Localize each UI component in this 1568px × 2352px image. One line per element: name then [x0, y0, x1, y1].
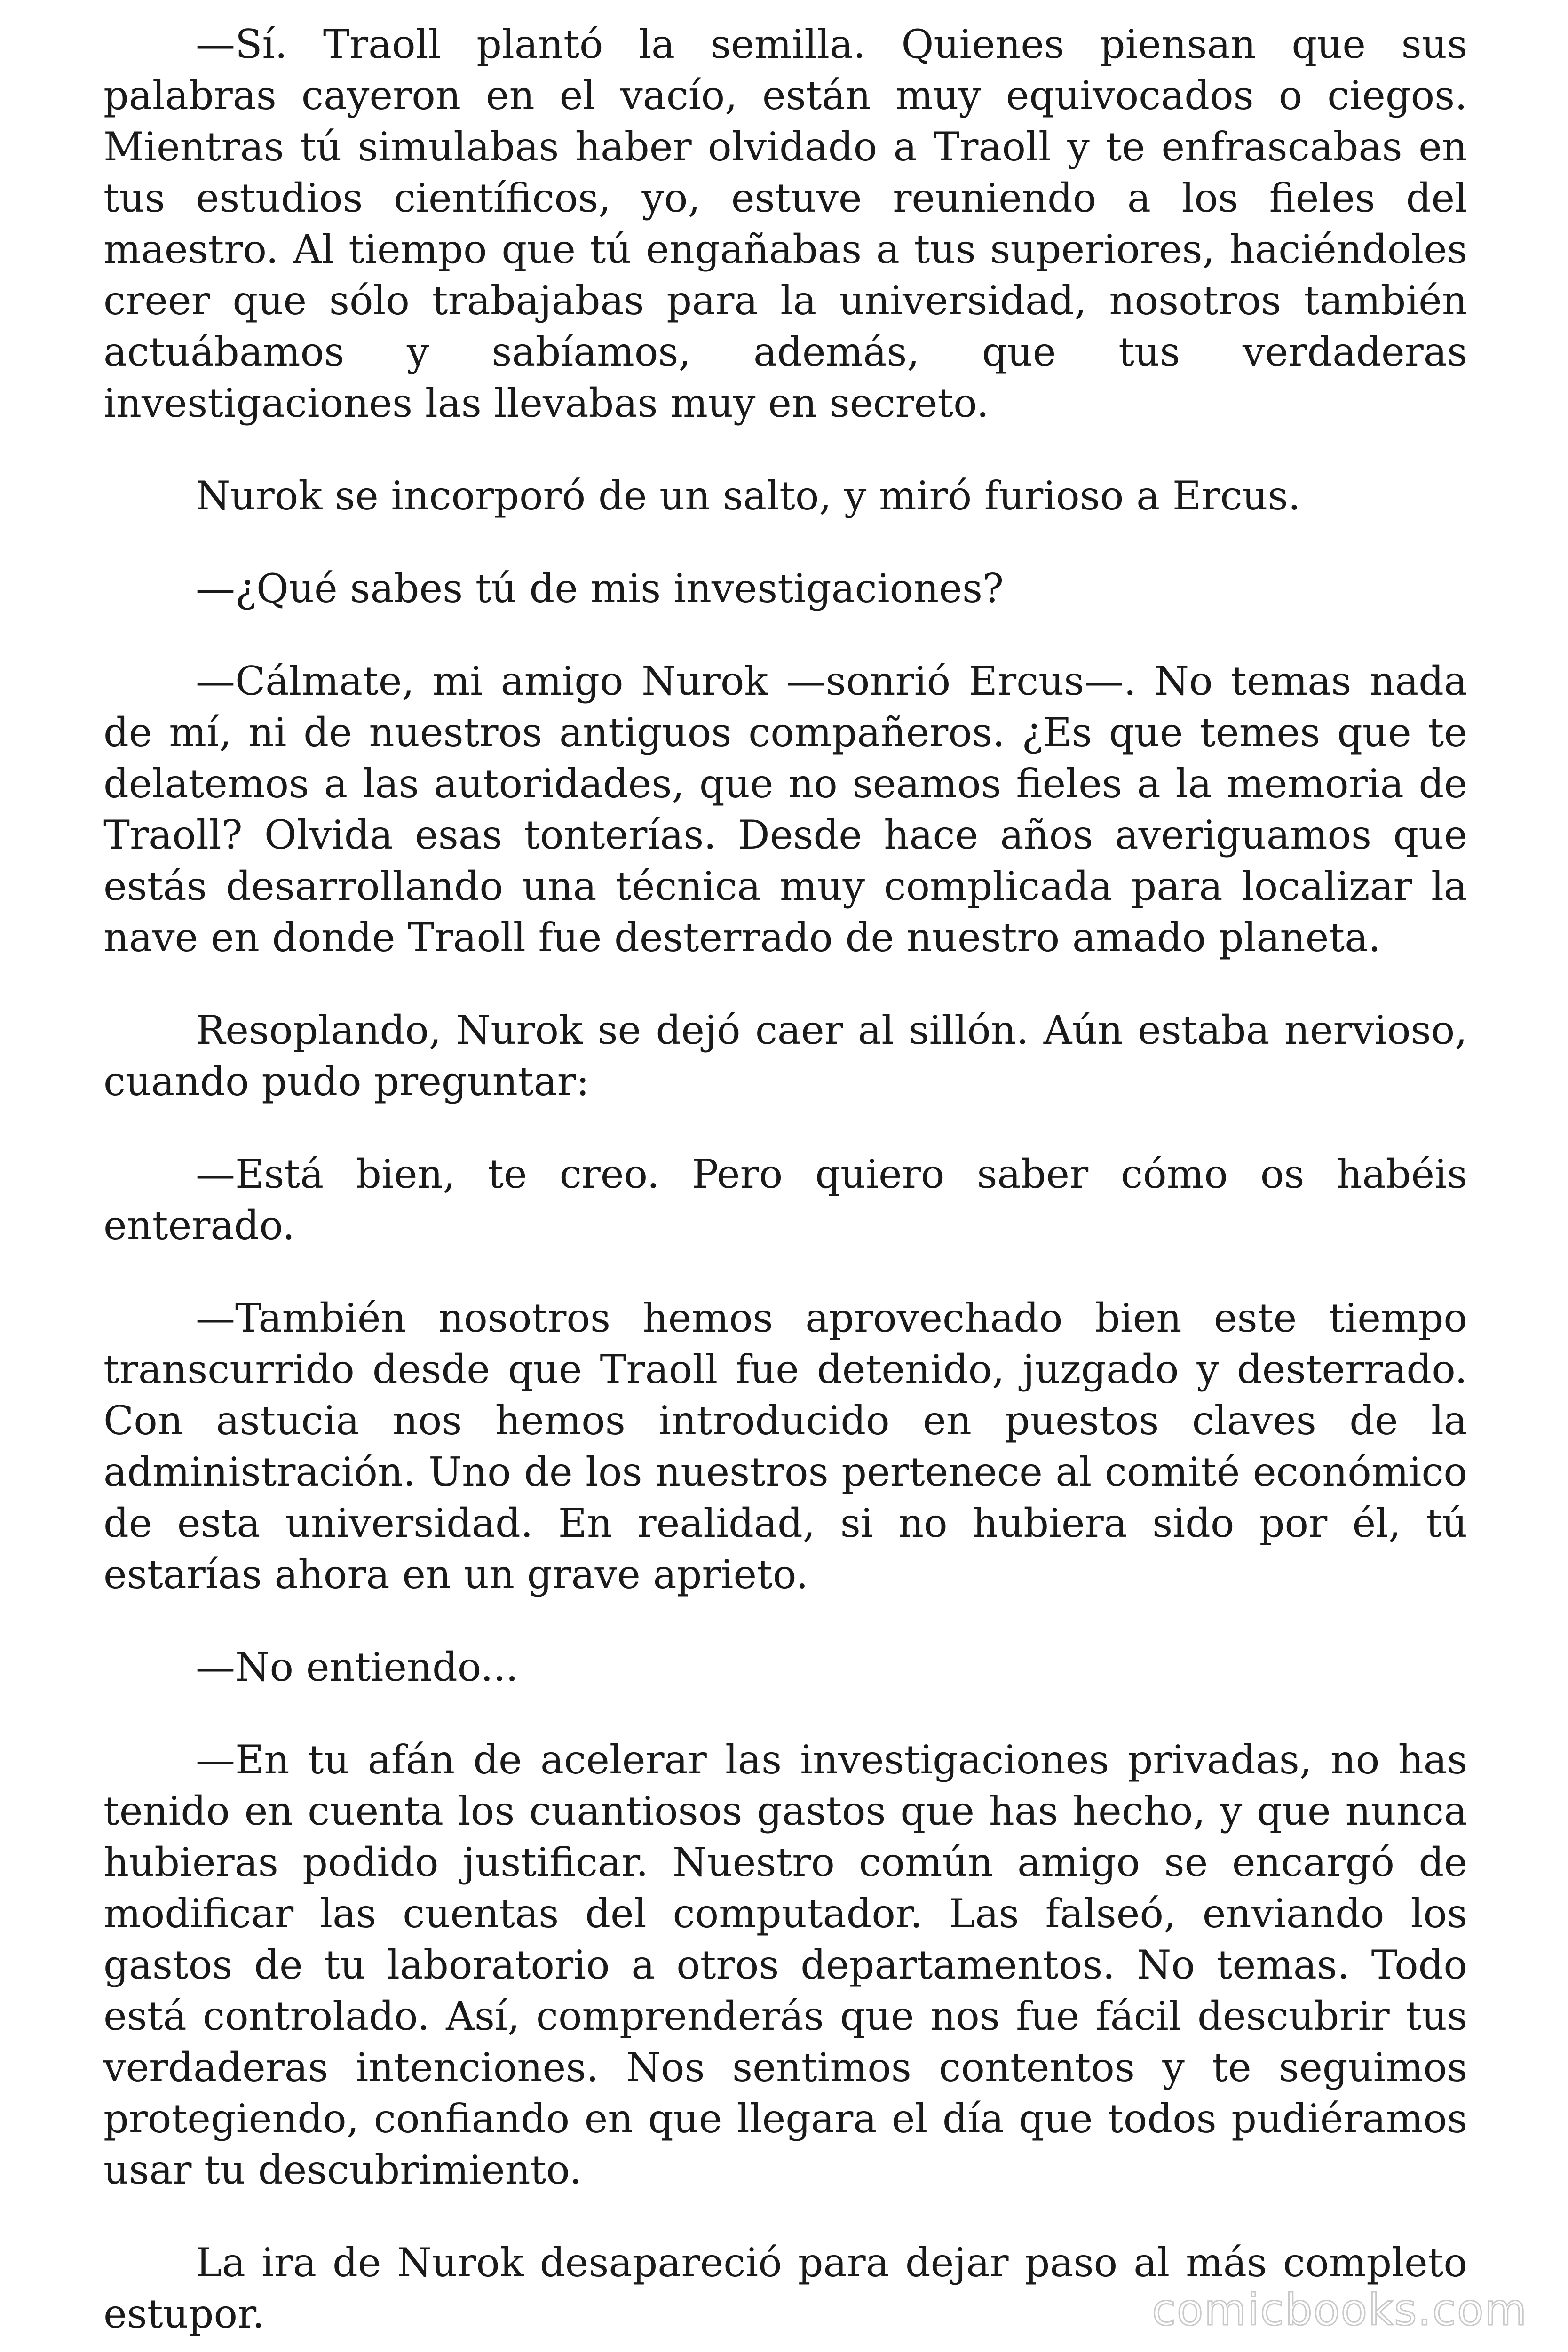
paragraph-10: La ira de Nurok desapareció para dejar paso al más completo estupor. [103, 2240, 1467, 2337]
paragraph-3: —¿Qué sabes tú de mis investigaciones? [196, 565, 1004, 612]
paragraph-4: —Cálmate, mi amigo Nurok —sonrió Ercus—. No temas nada de mí, ni de nuestros antiguos compañeros. ¿Es que temes que te delatemos a las autoridades, que no seamos fieles a la memoria de Traoll? Olvida esas tonterías. Desde hace años averiguamos que estás desarrollando una técnica muy complicada para localizar la nave en donde Traoll fue desterrado de nuestro amado planeta. [103, 658, 1467, 961]
paragraph-8: —No entiendo... [196, 1644, 518, 1690]
watermark-logo: comicbooks.com [1152, 2285, 1528, 2335]
paragraph-6: —Está bien, te creo. Pero quiero saber cómo os habéis enterado. [103, 1151, 1467, 1248]
paragraph-1: —Sí. Traoll plantó la semilla. Quienes piensan que sus palabras cayeron en el vacío, están muy equivocados o ciegos. Mientras tú simulabas haber olvidado a Traoll y te enfrascabas en tus estudios científicos, yo, estuve reuniendo a los fieles del maestro. Al tiempo que tú engañabas a tus superiores, haciéndoles creer que sólo trabajabas para la universidad, nosotros también actuábamos y sabíamos, además, que tus verdaderas investigaciones las llevabas muy en secreto. [103, 21, 1467, 426]
paragraph-9: —En tu afán de acelerar las investigaciones privadas, no has tenido en cuenta los cuantiosos gastos que has hecho, y que nunca hubieras podido justificar. Nuestro común amigo se encargó de modificar las cuentas del computador. Las falseó, enviando los gastos de tu laboratorio a otros departamentos. No temas. Todo está controlado. Así, comprenderás que nos fue fácil descubrir tus verdaderas intenciones. Nos sentimos contentos y te seguimos protegiendo, confiando en que llegara el día que todos pudiéramos usar tu descubrimiento. [103, 1737, 1467, 2193]
paragraph-2: Nurok se incorporó de un salto, y miró furioso a Ercus. [196, 473, 1301, 519]
page-body [103, 19, 1467, 2352]
paragraph-7: —También nosotros hemos aprovechado bien este tiempo transcurrido desde que Traoll fue detenido, juzgado y desterrado. Con astucia nos hemos introducido en puestos claves de la administración. Uno de los nuestros pertenece al comité económico de esta universidad. En realidad, si no hubiera sido por él, tú estarías ahora en un grave aprieto. [103, 1295, 1467, 1597]
paragraph-5: Resoplando, Nurok se dejó caer al sillón. Aún estaba nervioso, cuando pudo preguntar: [103, 1007, 1467, 1104]
